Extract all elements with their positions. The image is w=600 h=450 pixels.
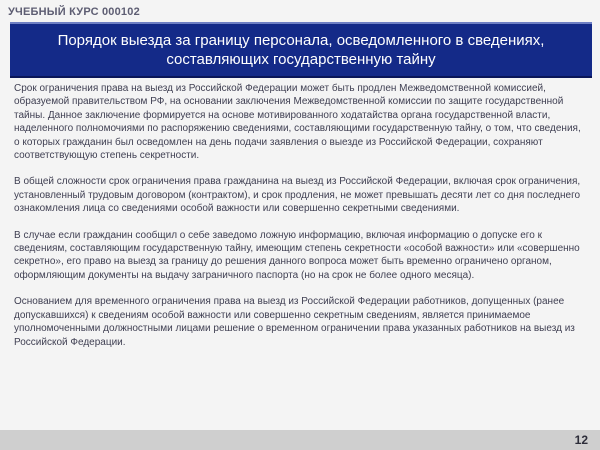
footer-bar [0, 430, 600, 450]
header-bar [10, 22, 592, 78]
course-label: УЧЕБНЫЙ КУРС 000102 [8, 6, 140, 18]
paragraph-2: В общей сложности срок ограничения права гражданина на выезд из Российской Федерации, включая срок ограничения, установленный трудовым договором (контрактом), и срок продления, не может превышать десяти лет со дня последнего ознакомления лица со сведениями особой важности или совершенно секретными сведениями. [14, 176, 581, 215]
page-number: 12 [574, 433, 588, 447]
paragraph-3: В случае если гражданин сообщил о себе заведомо ложную информацию, включая информацию о допуске его к сведениям, составляющим государственную тайну, имеющим степень секретности «особой важности» или «совершенно секретно», его право на выезд за границу до решения данного вопроса может быть временно ограничено органом, оформляющим документы на выдачу заграничного паспорта (но на срок не более одного месяца). [14, 229, 580, 281]
page-title: Порядок выезда за границу персонала, осведомленного в сведениях, составляющих государственную тайну [57, 32, 545, 68]
paragraph-1: Срок ограничения права на выезд из Российской Федерации может быть продлен Межведомственной комиссией, образуемой правительством РФ, на основании заключения Межведомственной комиссии по защите государственной тайны. Данное заключение формируется на основе мотивированного ходатайства органа государственной власти, наделенного полномочиями по распоряжению сведениями, составляющими государственную тайну, о том, что сведения, о которых гражданин был осведомлен на день подачи заявления о выезде из Российской Федерации, сохраняют соответствующую степень секретности. [14, 83, 581, 162]
content-body [14, 82, 586, 362]
paragraph-4: Основанием для временного ограничения права на выезд из Российской Федерации работников, допущенных (ранее допускавшихся) к сведениям особой важности или совершенно секретным сведениям, является принимаемое уполномоченными должностными лицами решение о временном ограничении права указанных работников на выезд из Российской Федерации. [14, 296, 575, 348]
